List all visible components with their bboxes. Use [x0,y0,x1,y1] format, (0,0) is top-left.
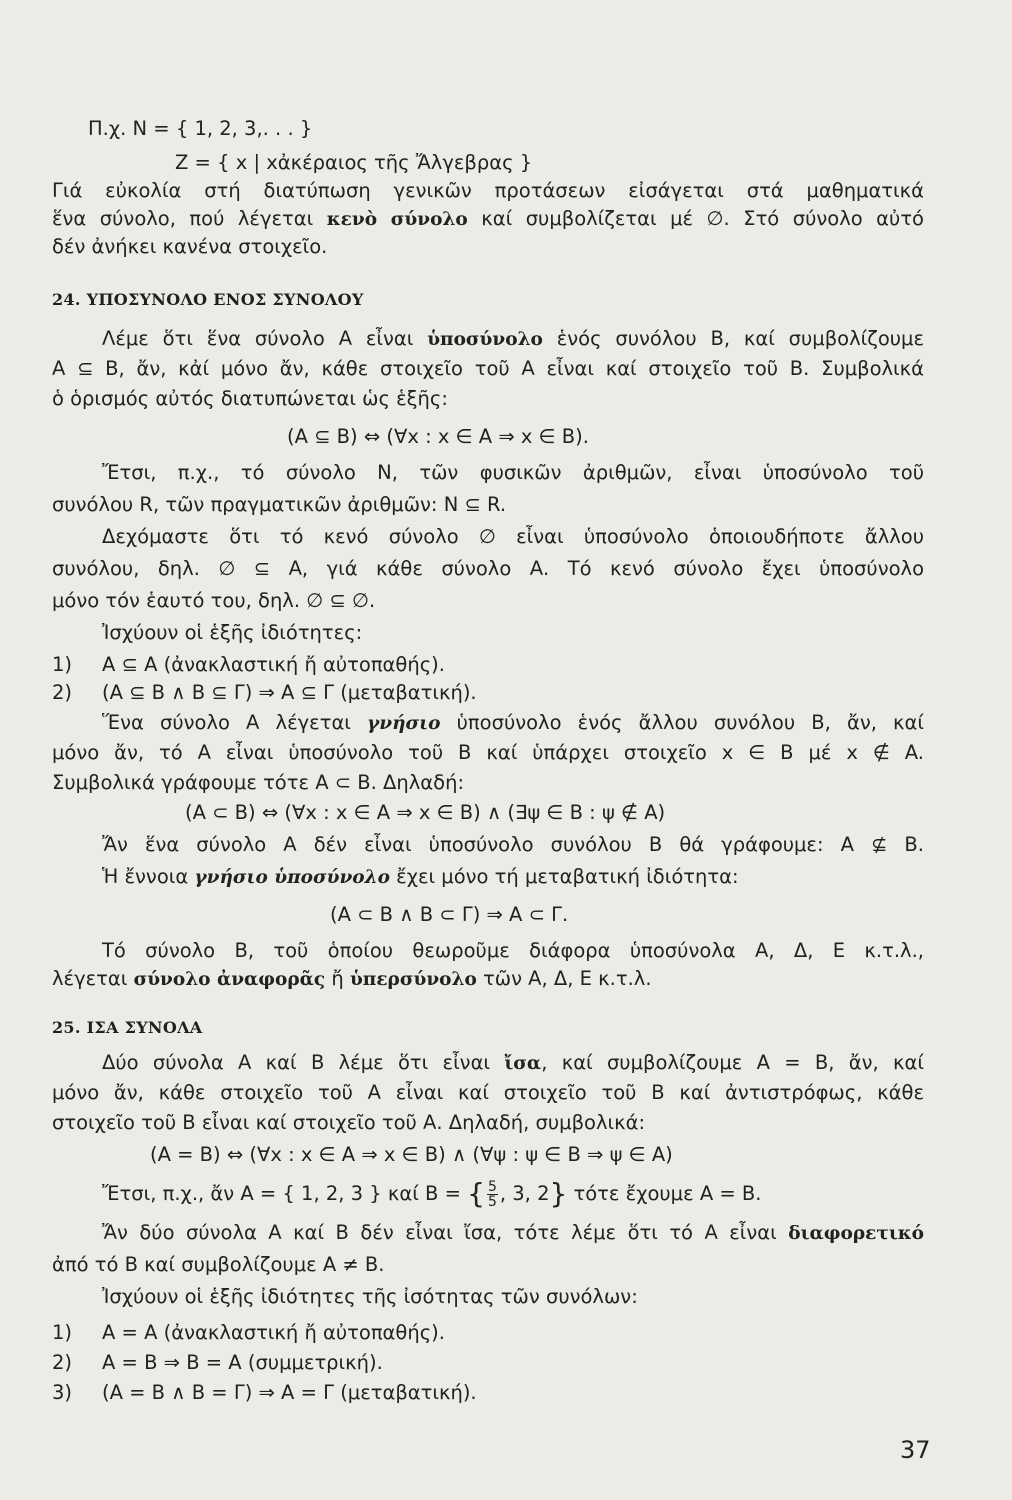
list-item: 1) [52,1321,73,1344]
list-item-text: A = B ⇒ B = A (συμμετρική). [102,1351,383,1374]
paragraph-line: Ἡ ἔννοια γνήσιο ὑποσύνολο ἔχει μόνο τή μεταβατική ἰδιότητα: [102,865,739,888]
paragraph-line: Τό σύνολο Β, τοῦ ὁποίου θεωροῦμε διάφορα ὑποσύνολα Α, Δ, Ε κ.τ.λ., [102,939,924,962]
formula-proper-subset: (A ⊂ B) ⇔ (∀x : x ∈ A ⇒ x ∈ B) ∧ (∃ψ ∈ B : ψ ∉ A) [185,801,666,824]
term-empty-set: κενὸ σύνολο [326,209,468,230]
paragraph-line: Ἄν δύο σύνολα Α καί Β δέν εἶναι ἴσα, τότε λέμε ὅτι τό Α εἶναι διαφορετικό [102,1221,924,1244]
term-reference-set: σύνολο ἀναφορᾶς [133,969,326,990]
paragraph-line: συνόλου, δηλ. ∅ ⊆ Α, γιά κάθε σύνολο Α. Τό κενό σύνολο ἔχει ὑποσύνολο [52,557,924,580]
formula-subset-definition: (A ⊆ B) ⇔ (∀x : x ∈ A ⇒ x ∈ B). [287,425,589,448]
list-item: 1) [52,653,73,676]
paragraph-line: Λέμε ὅτι ἕνα σύνολο Α εἶναι ὑποσύνολο ἑνός συνόλου Β, καί συμβολίζουμε [102,327,924,350]
example-equal-sets: Ἔτσι, π.χ., ἄν A = { 1, 2, 3 } καί B = { $\frac{5}{5}$ , 3, 2} τότε ἔχουμε A = B. [102,1177,762,1210]
paragraph-line: μόνο τόν ἑαυτό του, δηλ. ∅ ⊆ ∅. [52,589,376,612]
example-set-z: Z = { x | xἀκέραιος τῆς Ἄλγεβρας } [175,151,533,174]
fraction: $\frac{5}{5}$ [487,1179,497,1210]
paragraph-line: Δεχόμαστε ὅτι τό κενό σύνολο ∅ εἶναι ὑποσύνολο ὁποιουδήποτε ἄλλου [102,525,924,548]
term-proper-subset: γνήσιο ὑποσύνολο [194,867,390,888]
paragraph-line: μόνο ἄν, κάθε στοιχεῖο τοῦ Α εἶναι καί στοιχεῖο τοῦ Β καί ἀντιστρόφως, κάθε [52,1081,924,1104]
list-item: 2) [52,1351,73,1374]
list-item-text: (A ⊆ B ∧ B ⊆ Γ) ⇒ A ⊆ Γ (μεταβατική). [102,681,477,704]
formula-transitive: (A ⊂ B ∧ B ⊂ Γ) ⇒ A ⊂ Γ. [330,903,569,926]
term-equal: ἴσα [504,1053,542,1074]
paragraph-line: Ἰσχύουν οἱ ἑξῆς ἰδιότητες: [102,621,363,644]
paragraph-line: μόνο ἄν, τό Α εἶναι ὑποσύνολο τοῦ Β καί ὑπάρχει στοιχεῖο x ∈ B μέ x ∉ A. [52,741,924,764]
term-proper: γνήσιο [367,713,441,734]
example-set-n: Π.χ. N = { 1, 2, 3,. . . } [88,117,313,140]
section-heading-25: 25. ΙΣΑ ΣΥΝΟΛΑ [52,1018,203,1037]
paragraph-line: λέγεται σύνολο ἀναφορᾶς ἤ ὑπερσύνολο τῶν Α, Δ, Ε κ.τ.λ. [52,967,652,990]
term-superset: ὑπερσύνολο [349,969,477,990]
paragraph-line: στοιχεῖο τοῦ Β εἶναι καί στοιχεῖο τοῦ Α. Δηλαδή, συμβολικά: [52,1111,646,1134]
paragraph-line: Συμβολικά γράφουμε τότε A ⊂ B. Δηλαδή: [52,771,465,794]
formula-equality: (A = B) ⇔ (∀x : x ∈ A ⇒ x ∈ B) ∧ (∀ψ : ψ ∈ B ⇒ ψ ∈ A) [150,1143,673,1166]
paragraph-line: Γιά εὐκολία στή διατύπωση γενικῶν προτάσεων εἰσάγεται στά μαθηματικά [52,179,924,202]
paragraph-line: Ἄν ἕνα σύνολο Α δέν εἶναι ὑποσύνολο συνόλου Β θά γράφουμε: A ⊈ B. [102,833,924,856]
paragraph-line: ἕνα σύνολο, πού λέγεται κενὸ σύνολο καί συμβολίζεται μέ ∅. Στό σύνολο αὐτό [52,207,924,230]
list-item: 3) [52,1381,73,1404]
paragraph-line: ἀπό τό Β καί συμβολίζουμε A ≠ B. [52,1253,385,1276]
paragraph-line: δέν ἀνήκει κανένα στοιχεῖο. [52,235,328,258]
paragraph-line: ὁ ὁρισμός αὐτός διατυπώνεται ὡς ἑξῆς: [52,387,448,410]
paragraph-line: Ἔτσι, π.χ., τό σύνολο Ν, τῶν φυσικῶν ἀριθμῶν, εἶναι ὑποσύνολο τοῦ [102,461,924,484]
paragraph-line: Ἕνα σύνολο Α λέγεται γνήσιο ὑποσύνολο ἑνός ἄλλου συνόλου Β, ἄν, καί [102,711,925,734]
list-item-text: (A = B ∧ B = Γ) ⇒ A = Γ (μεταβατική). [102,1381,477,1404]
list-item-text: A = A (ἀνακλαστική ἤ αὐτοπαθής). [102,1321,445,1344]
list-item-text: A ⊆ A (ἀνακλαστική ἤ αὐτοπαθής). [102,653,445,676]
term-different: διαφορετικό [788,1223,924,1244]
paragraph-line: συνόλου R, τῶν πραγματικῶν ἀριθμῶν: N ⊆ R. [52,493,507,516]
paragraph-line: Ἰσχύουν οἱ ἑξῆς ἰδιότητες τῆς ἰσότητας τῶν συνόλων: [102,1285,638,1308]
term-subset: ὑποσύνολο [427,329,543,350]
section-heading-24: 24. ΥΠΟΣΥΝΟΛΟ ΕΝΟΣ ΣΥΝΟΛΟΥ [52,290,364,309]
paragraph-line: Α ⊆ Β, ἄν, κἀί μόνο ἄν, κάθε στοιχεῖο τοῦ Α εἶναι καί στοιχεῖο τοῦ Β. Συμβολικά [52,357,924,380]
list-item: 2) [52,681,73,704]
page-number: 37 [900,1436,931,1464]
paragraph-line: Δύο σύνολα Α καί Β λέμε ὅτι εἶναι ἴσα, καί συμβολίζουμε A = B, ἄν, καί [102,1051,924,1074]
